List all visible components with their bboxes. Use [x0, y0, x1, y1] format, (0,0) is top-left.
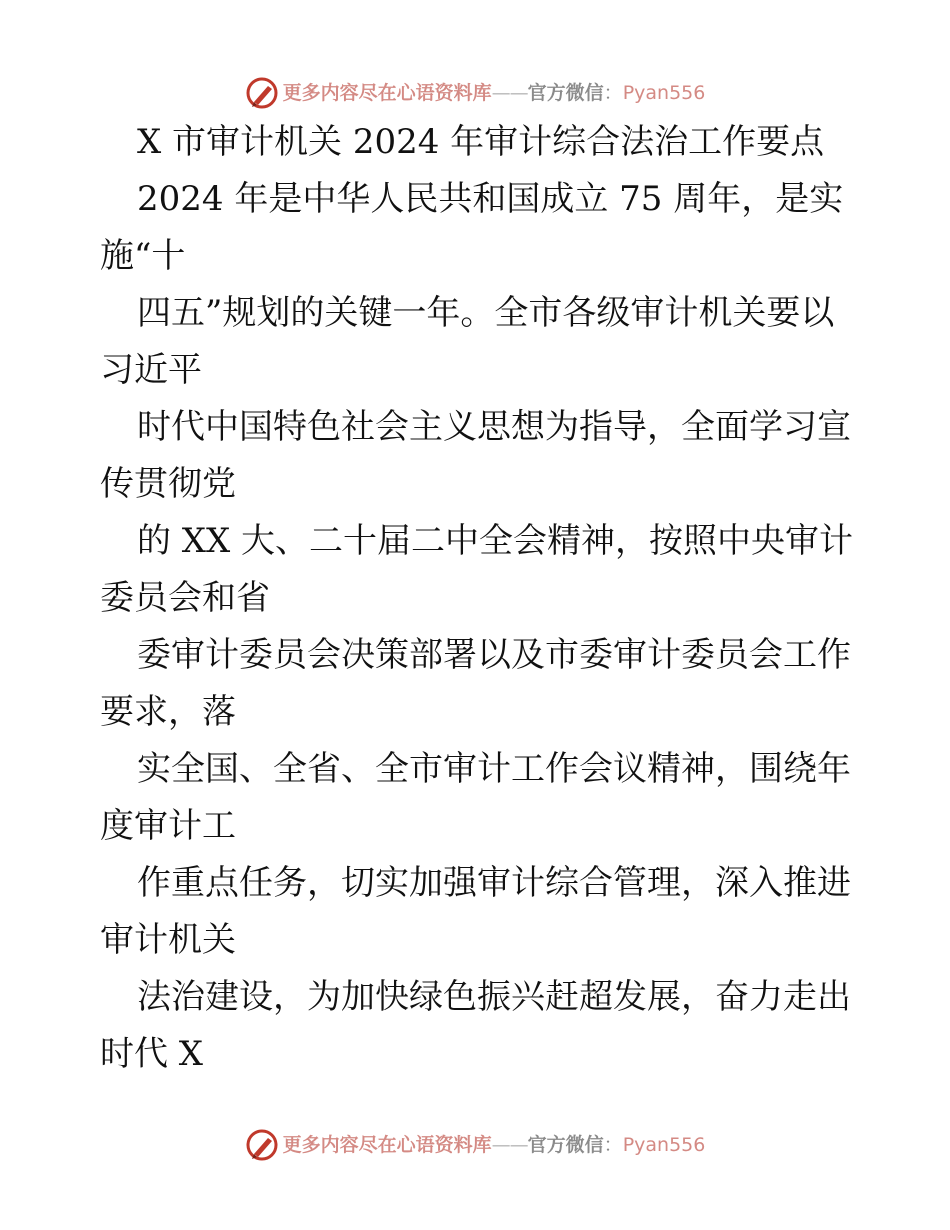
paragraph-line: 法治建设，为加快绿色振兴赶超发展，奋力走出 [137, 977, 851, 1017]
paragraph-line: 审计机关 [100, 920, 236, 960]
watermark-footer [0, 1128, 950, 1162]
paragraph-line: 的 XX 大、二十届二中全会精神，按照中央审计 [137, 521, 854, 561]
paragraph-line: 委审计委员会决策部署以及市委审计委员会工作 [137, 635, 851, 675]
watermark-header [0, 76, 950, 110]
watermark-separator: ： [603, 1134, 623, 1156]
watermark-dash: —— [491, 82, 528, 104]
watermark-separator: ： [603, 82, 623, 104]
paragraph-line: 时代 X [100, 1034, 204, 1074]
watermark-wechat-label: 官方微信 [527, 1134, 604, 1156]
watermark-brand: 更多内容尽在心语资料库 [282, 82, 492, 104]
watermark-wechat-id: Pyan556 [622, 1134, 706, 1156]
watermark-brand: 更多内容尽在心语资料库 [282, 1134, 492, 1156]
watermark-wechat-id: Pyan556 [622, 82, 706, 104]
paragraph-line: 四五”规划的关键一年。全市各级审计机关要以 [137, 293, 835, 333]
paragraph-line: 时代中国特色社会主义思想为指导，全面学习宣 [137, 407, 851, 447]
paragraph-line: 委员会和省 [100, 578, 270, 618]
pen-logo-icon [245, 1128, 279, 1162]
paragraph-line: 要求，落 [100, 692, 236, 732]
pen-logo-icon [245, 76, 279, 110]
watermark-wechat-label: 官方微信 [527, 82, 604, 104]
paragraph-line: 2024 年是中华人民共和国成立 75 周年，是实 [137, 179, 844, 219]
paragraph-line: 传贯彻党 [100, 464, 236, 504]
paragraph-line: 实全国、全省、全市审计工作会议精神，围绕年 [137, 749, 851, 789]
paragraph-line: 度审计工 [100, 806, 236, 846]
document-title: X 市审计机关 2024 年审计综合法治工作要点 [137, 122, 825, 162]
watermark-dash: —— [491, 1134, 528, 1156]
paragraph-line: 施“十 [100, 236, 186, 276]
paragraph-line: 作重点任务，切实加强审计综合管理，深入推进 [137, 863, 851, 903]
paragraph-line: 习近平 [100, 350, 202, 390]
